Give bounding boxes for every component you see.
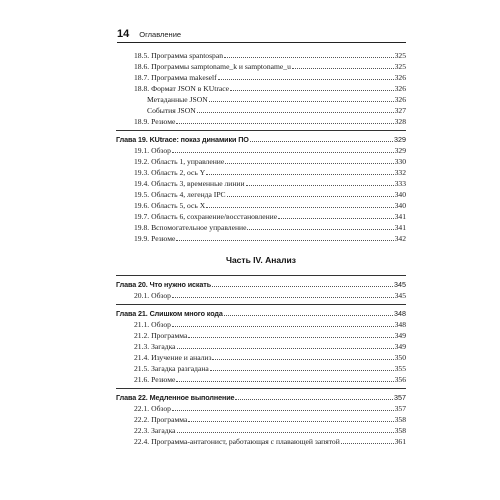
toc-entry-label: 22.4. Программа-антагонист, работающая с плавающей запятой [134, 437, 340, 446]
toc-entry-label: 21.3. Загадка [134, 342, 176, 351]
dot-leader [230, 83, 394, 91]
toc-entry-page: 348 [394, 320, 406, 329]
toc-entry[interactable] [116, 156, 406, 167]
dot-leader [172, 319, 394, 327]
toc-entry-label: Метаданные JSON [147, 95, 208, 104]
dot-leader [250, 134, 393, 142]
toc-entry-label: 22.2. Программа [134, 415, 188, 424]
toc-entry-label: 19.1. Обзор [134, 146, 171, 155]
toc-entry[interactable] [116, 363, 406, 374]
toc-entry-label: 21.2. Программа [134, 331, 188, 340]
dot-leader [188, 330, 393, 338]
toc-entry[interactable] [116, 61, 406, 72]
toc-entry[interactable] [116, 374, 406, 385]
dot-leader [209, 94, 394, 102]
toc-entry-page: 357 [394, 393, 406, 402]
toc-entry-label: 22.1. Обзор [134, 404, 171, 413]
toc-entry[interactable] [116, 290, 406, 301]
toc-entry-label: 18.6. Программы samptoname_k и samptoname_u [134, 62, 291, 71]
toc-entry-label: 18.7. Программа makeself [134, 73, 217, 82]
toc-entry-page: 329 [394, 146, 406, 155]
toc-entry-label: 19.6. Область 5, ось X [134, 201, 206, 210]
toc-entry[interactable] [116, 200, 406, 211]
toc-entry[interactable] [116, 116, 406, 127]
dot-leader [176, 233, 393, 241]
toc-entry-page: 340 [394, 190, 406, 199]
toc-entry-page: 361 [394, 437, 406, 446]
toc-entry[interactable] [116, 403, 406, 414]
toc-entry-label: 21.1. Обзор [134, 320, 171, 329]
toc-entry-label: 19.5. Область 4, легенда IPC [134, 190, 226, 199]
toc-entry-page: 350 [394, 353, 406, 362]
toc-entry[interactable] [116, 178, 406, 189]
dot-leader [177, 341, 394, 349]
dot-leader [177, 425, 394, 433]
toc-entry-label: 19.9. Резюме [134, 234, 176, 243]
toc-entry-page: 355 [394, 364, 406, 373]
dot-leader [172, 145, 394, 153]
toc-entry-page: 328 [394, 117, 406, 126]
toc-entry-page: 358 [394, 415, 406, 424]
toc-chapter-entry[interactable] [116, 392, 406, 403]
dot-leader [176, 374, 393, 382]
toc-entry-label: 22.3. Загадка [134, 426, 176, 435]
toc-entry-label: 18.5. Программа spantospan [134, 51, 224, 60]
dot-leader [278, 211, 394, 219]
toc-entry[interactable] [116, 436, 406, 447]
toc-chapter-entry[interactable] [116, 308, 406, 319]
dot-leader [224, 50, 394, 58]
toc-entry-page: 356 [394, 375, 406, 384]
toc-entry-label: 19.4. Область 3, временные линии [134, 179, 245, 188]
toc-entry-label: 19.8. Вспомогательное управление [134, 223, 247, 232]
toc-entry[interactable] [116, 414, 406, 425]
dot-leader [212, 352, 393, 360]
toc-entry-label: Глава 21. Слишком много кода [116, 309, 223, 318]
dot-leader [341, 436, 394, 444]
toc-entry[interactable] [116, 94, 406, 105]
toc-entry-page: 349 [394, 342, 406, 351]
toc-entry-label: Глава 22. Медленное выполнение [116, 393, 235, 402]
toc-entry-page: 325 [394, 62, 406, 71]
toc-entry-label: 20.1. Обзор [134, 291, 171, 300]
toc-entry-page: 348 [394, 309, 406, 318]
dot-leader [212, 279, 393, 287]
toc-entry-page: 330 [394, 157, 406, 166]
toc-entry-page: 326 [394, 95, 406, 104]
toc-entry[interactable] [116, 330, 406, 341]
dot-leader [224, 308, 393, 316]
toc-entry-label: 21.4. Изучение и анализ [134, 353, 212, 362]
dot-leader [225, 156, 393, 164]
toc-entry[interactable] [116, 233, 406, 244]
dot-leader [246, 178, 394, 186]
toc-entry-label: 21.6. Резюме [134, 375, 176, 384]
part-title: Часть IV. Анализ [225, 255, 296, 265]
toc-entry-label: 18.9. Резюме [134, 117, 176, 126]
toc-entry-page: 349 [394, 331, 406, 340]
toc-entry-page: 325 [394, 51, 406, 60]
toc-entry-page: 358 [394, 426, 406, 435]
toc-entry[interactable] [116, 352, 406, 363]
page-header [117, 26, 406, 43]
toc-entry-page: 345 [394, 291, 406, 300]
toc-entry[interactable] [116, 167, 406, 178]
toc-entry-page: 327 [394, 106, 406, 115]
toc-entry[interactable] [116, 425, 406, 436]
toc-entry[interactable] [116, 105, 406, 116]
toc-entry-label: 19.3. Область 2, ось Y [134, 168, 206, 177]
dot-leader [172, 403, 394, 411]
toc-entry[interactable] [116, 72, 406, 83]
toc-entry-page: 341 [394, 223, 406, 232]
dot-leader [227, 189, 394, 197]
toc-entry-page: 333 [394, 179, 406, 188]
toc-entry-label: 19.2. Область 1, управление [134, 157, 225, 166]
dot-leader [197, 105, 394, 113]
toc-entry[interactable] [116, 83, 406, 94]
toc-entry[interactable] [116, 189, 406, 200]
toc-entry-page: 357 [394, 404, 406, 413]
dot-leader [218, 72, 394, 80]
toc-chapter-entry[interactable] [116, 134, 406, 145]
toc-entry-label: 18.8. Формат JSON в KUtrace [134, 84, 229, 93]
toc-entry[interactable] [116, 319, 406, 330]
toc-entry-label: 19.7. Область 6, сохранение/восстановление [134, 212, 278, 221]
dot-leader [292, 61, 394, 69]
table-of-contents [116, 50, 406, 447]
toc-entry[interactable] [116, 50, 406, 61]
page-number: 14 [117, 28, 130, 40]
dot-leader [176, 116, 393, 124]
toc-chapter-entry[interactable] [116, 279, 406, 290]
toc-entry-label: 21.5. Загадка разгадана [134, 364, 209, 373]
toc-entry-page: 345 [394, 280, 406, 289]
toc-entry[interactable] [116, 145, 406, 156]
toc-entry[interactable] [116, 341, 406, 352]
toc-entry-page: 332 [394, 168, 406, 177]
dot-leader [206, 167, 393, 175]
dot-leader [247, 222, 393, 230]
toc-entry[interactable] [116, 211, 406, 222]
dot-leader [235, 392, 393, 400]
toc-entry-page: 340 [394, 201, 406, 210]
dot-leader [172, 290, 394, 298]
toc-entry-page: 326 [394, 73, 406, 82]
toc-entry-page: 341 [394, 212, 406, 221]
toc-entry-label: События JSON [147, 106, 196, 115]
running-title: Оглавление [139, 29, 182, 39]
toc-entry-label: Глава 19. KUtrace: показ динамики ПО [116, 135, 249, 144]
toc-entry-page: 342 [394, 234, 406, 243]
toc-entry-page: 329 [394, 135, 406, 144]
dot-leader [210, 363, 394, 371]
toc-entry[interactable] [116, 222, 406, 233]
toc-entry-page: 326 [394, 84, 406, 93]
dot-leader [206, 200, 393, 208]
dot-leader [188, 414, 393, 422]
toc-entry-label: Глава 20. Что нужно искать [116, 280, 212, 289]
